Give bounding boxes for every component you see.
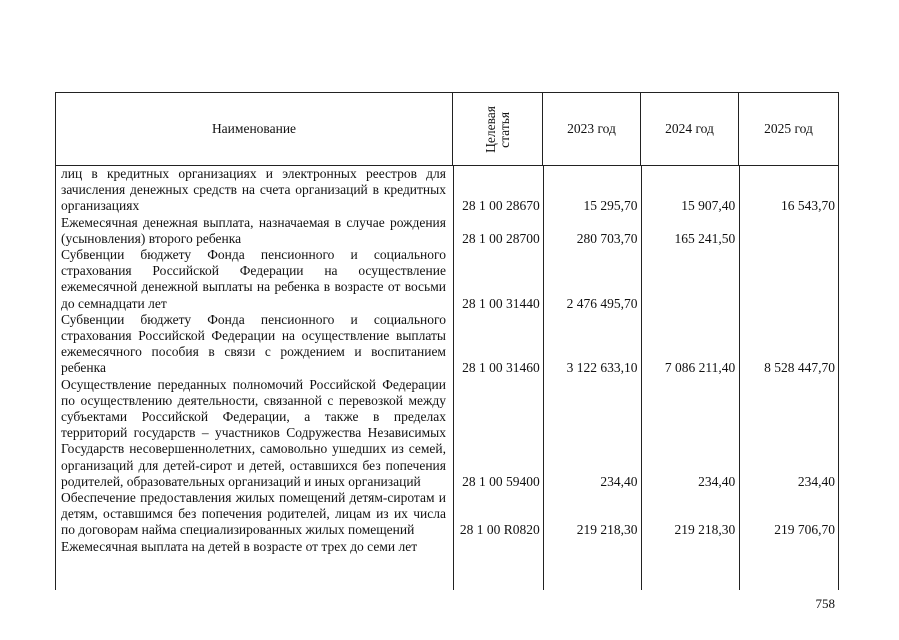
- table-row: [55, 490, 839, 539]
- row-value-2023: 280 703,70: [576, 230, 638, 246]
- row-code: 28 1 00 28670: [462, 198, 540, 214]
- row-value-2024: 15 907,40: [681, 198, 736, 214]
- row-code: 28 1 00 R0820: [459, 522, 540, 538]
- header-name-cell: [55, 92, 453, 166]
- row-value-2023: 2 476 495,70: [566, 295, 638, 311]
- row-value-2025: 16 543,70: [781, 198, 835, 214]
- row-code: 28 1 00 31440: [462, 295, 540, 311]
- row-value-2023: 3 122 633,10: [566, 360, 638, 376]
- table-row: [55, 166, 839, 215]
- row-value-2024: 219 218,30: [674, 522, 736, 538]
- row-value-2025: 8 528 447,70: [764, 360, 835, 376]
- header-2024-cell: [641, 92, 739, 166]
- row-name: Осуществление переданных полномочий Российской Федерации по осуществлению деятельности, связанной с перевозкой между субъектами Российской Федерации, а также в пределах территорий государств – участников Содружества Независимых Государств несовершеннолетних, самовольно ушедших из семей, организаций для детей-сирот и детей, оставшихся без попечения родителей, образовательных организаций и иных организаций: [61, 376, 446, 489]
- header-2025-label: 2025 год: [764, 121, 813, 136]
- table-row: [55, 247, 839, 312]
- row-name: Обеспечение предоставления жилых помещений детям-сиротам и детям, оставшимся без попечения родителей, лицам из их числа по договорам найма специализированных жилых помещений: [61, 490, 446, 538]
- row-value-2023: 234,40: [600, 473, 638, 489]
- row-name: Субвенции бюджету Фонда пенсионного и социального страхования Российской Федерации на осуществление выплаты ежемесячного пособия в связи с рождением и воспитанием ребенка: [61, 311, 446, 376]
- header-code-label: Целевая статья: [482, 105, 512, 153]
- header-2024-label: 2024 год: [665, 121, 714, 136]
- row-code: 28 1 00 28700: [462, 230, 540, 246]
- row-value-2024: 234,40: [698, 473, 736, 489]
- row-value-2025: 234,40: [797, 473, 835, 489]
- row-name: Субвенции бюджету Фонда пенсионного и социального страхования Российской Федерации на осуществление ежемесячной денежной выплаты на ребенка в возрасте от восьми до семнадцати лет: [61, 247, 446, 311]
- row-value-2023: 219 218,30: [576, 522, 638, 538]
- table-body: [55, 166, 839, 555]
- table-row: [55, 539, 839, 555]
- table-row: [55, 215, 839, 247]
- row-value-2024: 7 086 211,40: [664, 360, 736, 376]
- header-2023-cell: [543, 92, 641, 166]
- table-row: [55, 312, 839, 377]
- row-value-2024: 165 241,50: [674, 230, 736, 246]
- row-code: 28 1 00 31460: [462, 360, 540, 376]
- row-name: Ежемесячная выплата на детей в возрасте от трех до семи лет: [61, 538, 418, 554]
- row-value-2023: 15 295,70: [583, 198, 638, 214]
- header-2023-label: 2023 год: [567, 121, 616, 136]
- header-code-cell: [453, 92, 543, 166]
- row-value-2025: 219 706,70: [774, 522, 835, 538]
- row-name: Ежемесячная денежная выплата, назначаемая в случае рождения (усыновления) второго ребенка: [61, 214, 446, 246]
- header-name-label: Наименование: [211, 121, 297, 136]
- header-2025-cell: [739, 92, 839, 166]
- row-name: лиц в кредитных организациях и электронных реестров для зачисления денежных средств на счета организаций в кредитных организациях: [61, 166, 446, 214]
- row-code: 28 1 00 59400: [462, 473, 540, 489]
- table-row: [55, 377, 839, 490]
- page-number: 758: [815, 596, 835, 611]
